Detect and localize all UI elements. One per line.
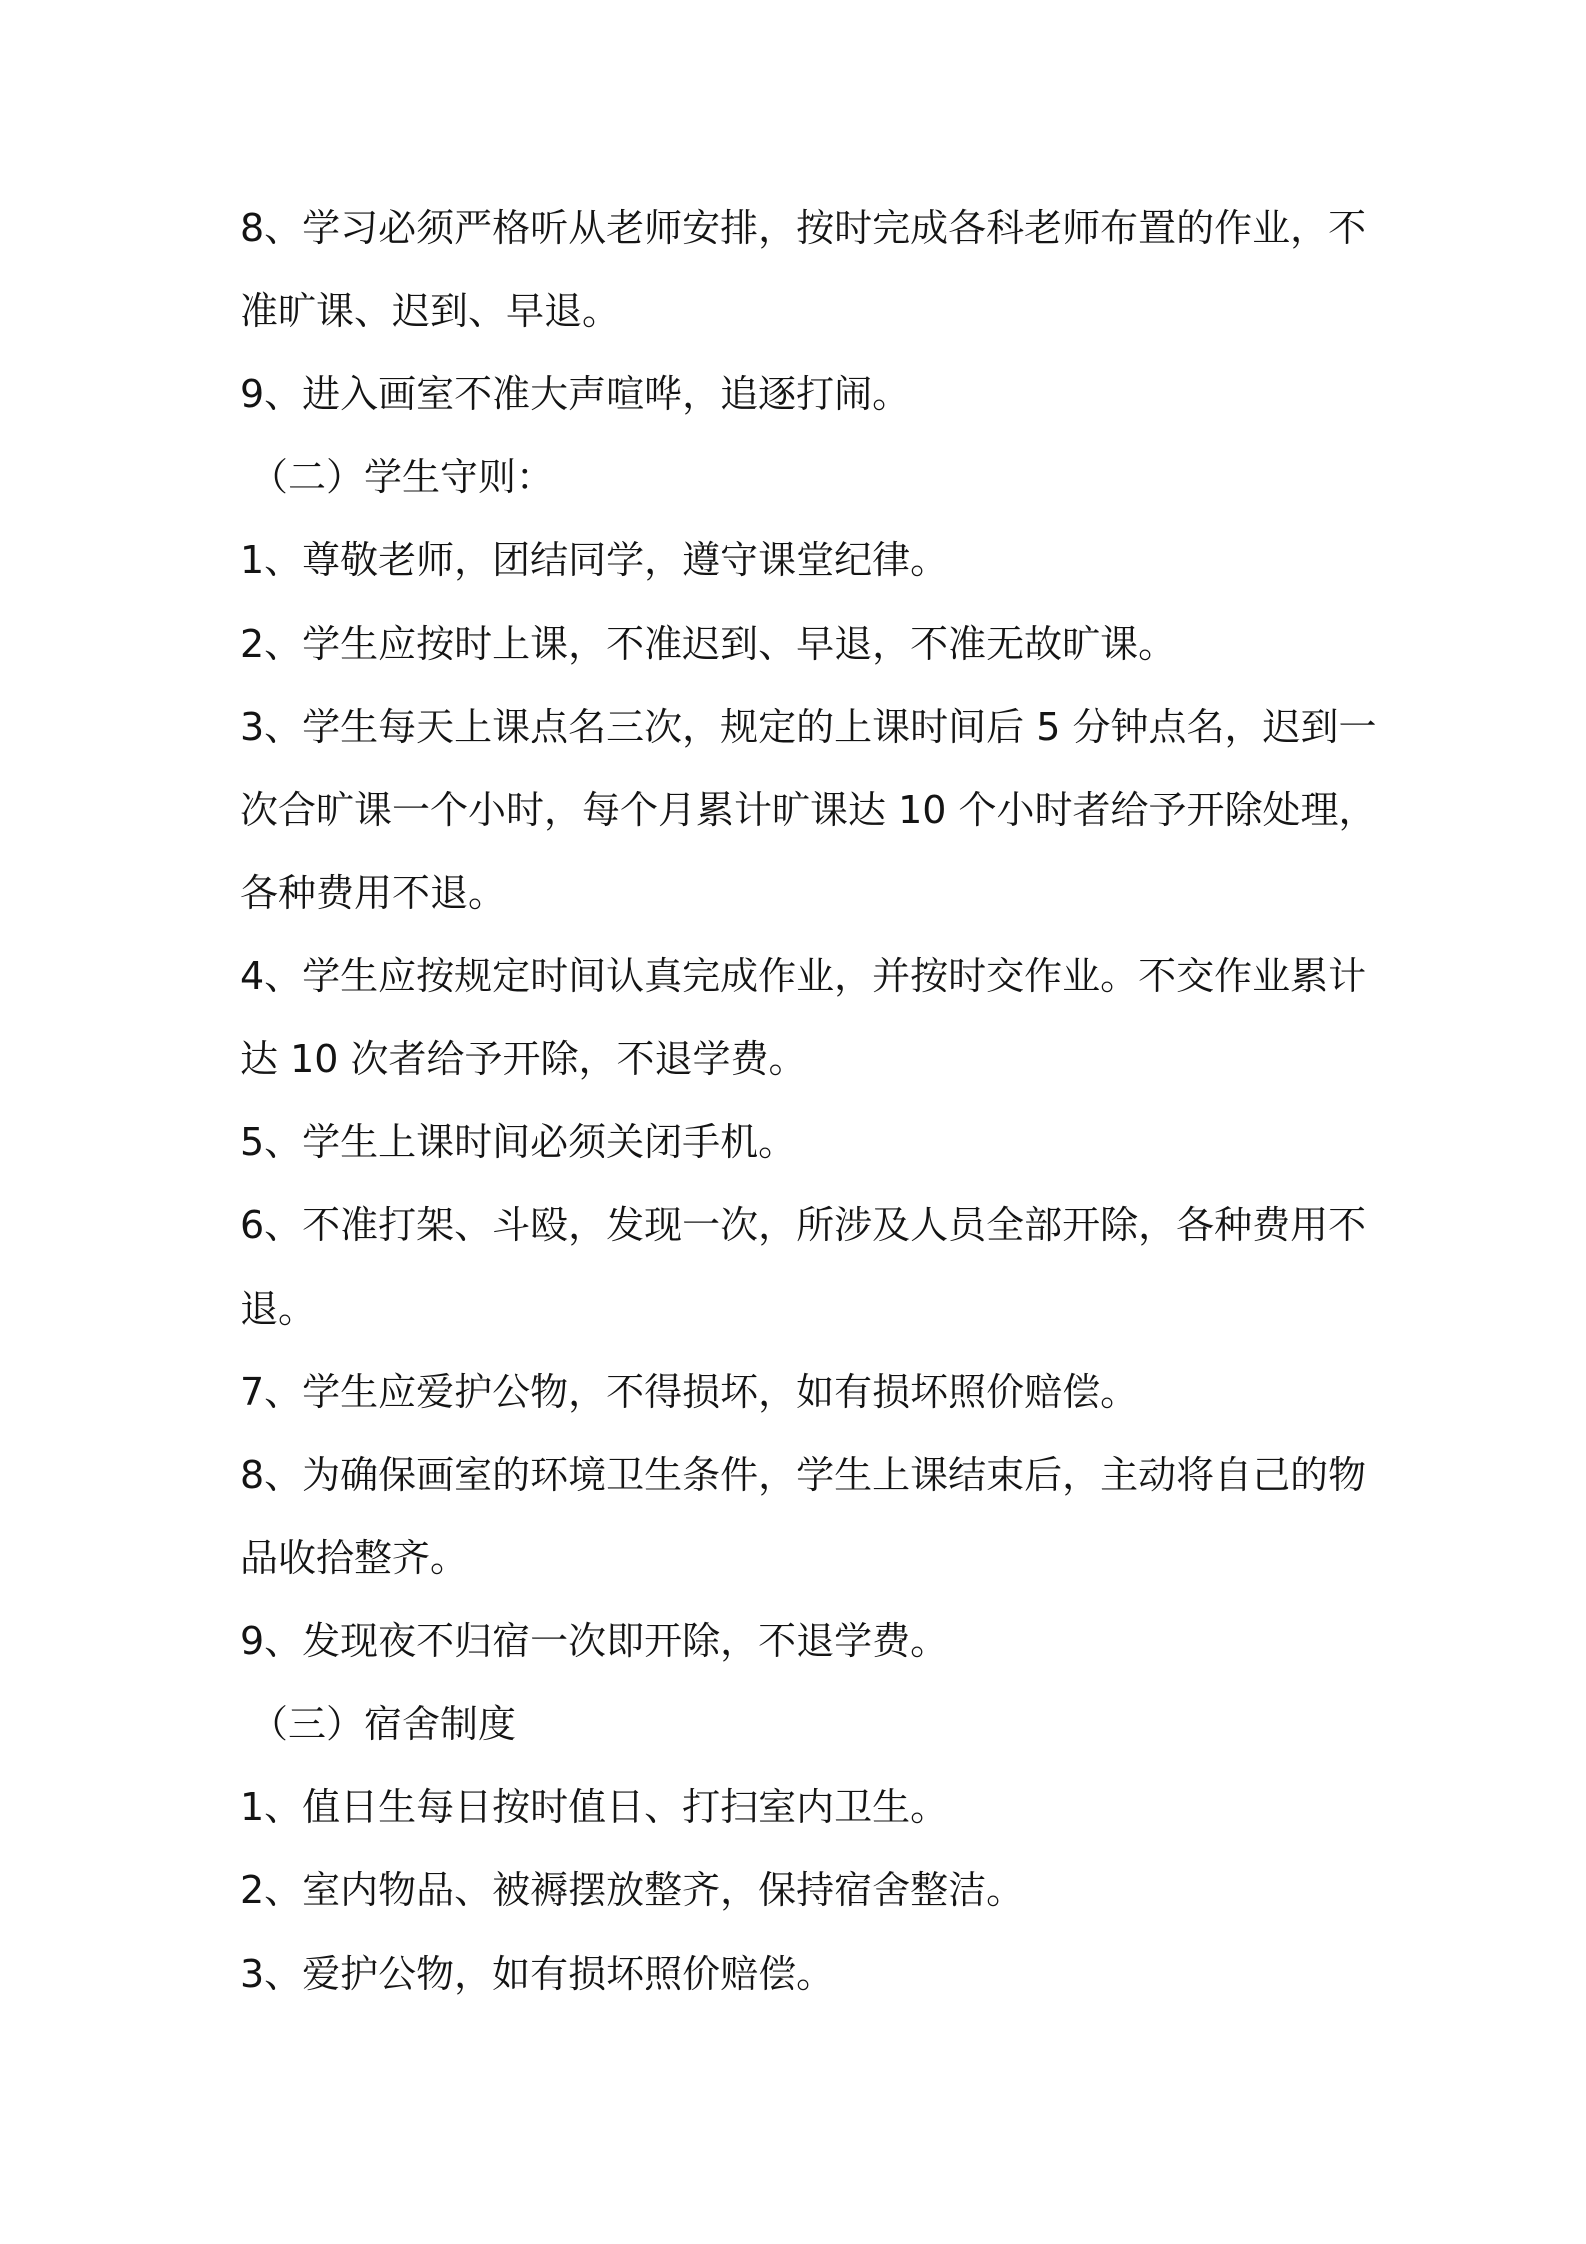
rule-8-line-2: 准旷课、迟到、早退。 (240, 289, 621, 333)
dorm-rule-3: 3、爱护公物，如有损坏照价赔偿。 (240, 1952, 835, 1996)
student-rule-4-line-1: 4、学生应按规定时间认真完成作业，并按时交作业。不交作业累计 (240, 954, 1367, 998)
student-rule-5: 5、学生上课时间必须关闭手机。 (240, 1120, 797, 1164)
student-rule-6-line-2: 退。 (240, 1287, 317, 1331)
student-rule-9: 9、发现夜不归宿一次即开除，不退学费。 (240, 1619, 949, 1663)
student-rule-1: 1、尊敬老师，团结同学，遵守课堂纪律。 (240, 538, 949, 582)
student-rule-2: 2、学生应按时上课，不准迟到、早退，不准无故旷课。 (240, 622, 1177, 666)
student-rule-3-line-1: 3、学生每天上课点名三次，规定的上课时间后 5 分钟点名，迟到一 (240, 705, 1377, 749)
student-rule-3-line-3: 各种费用不退。 (240, 871, 507, 915)
section-heading-dorm-rules: （三）宿舍制度 (250, 1702, 517, 1746)
section-heading-student-rules: （二）学生守则： (250, 455, 555, 499)
student-rule-3-line-2: 次合旷课一个小时，每个月累计旷课达 10 个小时者给予开除处理， (240, 788, 1377, 832)
rule-8-line-1: 8、学习必须严格听从老师安排，按时完成各科老师布置的作业，不 (240, 206, 1367, 250)
student-rule-8-line-1: 8、为确保画室的环境卫生条件，学生上课结束后，主动将自己的物 (240, 1453, 1367, 1497)
dorm-rule-2: 2、室内物品、被褥摆放整齐，保持宿舍整洁。 (240, 1868, 1025, 1912)
rule-9: 9、进入画室不准大声喧哗，追逐打闹。 (240, 372, 911, 416)
student-rule-4-line-2: 达 10 次者给予开除，不退学费。 (240, 1037, 807, 1081)
student-rule-7: 7、学生应爱护公物，不得损坏，如有损坏照价赔偿。 (240, 1370, 1139, 1414)
student-rule-8-line-2: 品收拾整齐。 (240, 1536, 469, 1580)
student-rule-6-line-1: 6、不准打架、斗殴，发现一次，所涉及人员全部开除，各种费用不 (240, 1203, 1367, 1247)
dorm-rule-1: 1、值日生每日按时值日、打扫室内卫生。 (240, 1785, 949, 1829)
